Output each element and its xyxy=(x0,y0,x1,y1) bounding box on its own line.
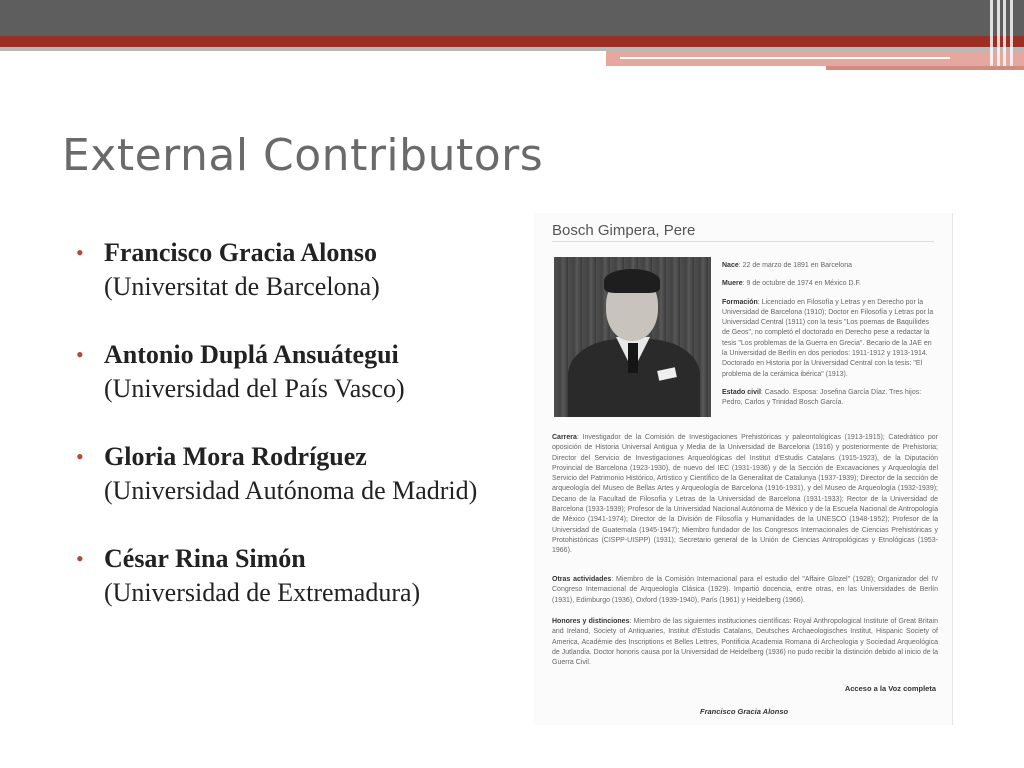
biography-info xyxy=(722,261,936,417)
contributor-name: Francisco Gracia Alonso xyxy=(104,238,377,267)
contributor-name: Gloria Mora Rodríguez xyxy=(104,442,367,471)
contributor-item xyxy=(72,236,522,304)
contributor-affiliation: (Universidad de Extremadura) xyxy=(104,578,421,607)
portrait-photo xyxy=(554,257,711,417)
header-bar-dark xyxy=(0,0,1024,36)
other-activities-paragraph: Otras actividades: Miembro de la Comisión Internacional para el estudio del "Affaire Glozel" (1928); Organizador del IV Congreso Internacional de Arqueología Clásica (1929). Impartió docencia, entre otras, en las Universidades de Berlín (1931), Edimburgo (1936), Oxford (1939-1940), París (1961) y Heidelberg (1966). xyxy=(552,576,938,604)
contributor-affiliation: (Universitat de Barcelona) xyxy=(104,272,380,301)
contributor-item xyxy=(72,542,522,610)
full-entry-link[interactable]: Acceso a la Voz completa xyxy=(844,684,936,693)
contributor-item xyxy=(72,338,522,406)
header-vertical-lines xyxy=(988,0,1018,66)
entry-author: Francisco Gracia Alonso xyxy=(700,707,789,716)
bullet-icon: • xyxy=(76,444,84,469)
contributor-affiliation: (Universidad Autónoma de Madrid) xyxy=(104,476,478,505)
education-entry: Formación: Licenciado en Filosofía y Letras y en Derecho por la Universidad de Barcelona (1910); Doctor en Filosofía y Letras por la Universidad Central (1911) con la tesis "Los poemas de Baquílides de Geos", no completó el doctorado en Derecho pese a redactar la tesis "Los problemas de la Guerra en Grecia". Becario de la JAE en la Universidad de Berlín en dos periodos: 1911-1912 y 1913-1914. Doctorado en Historia por la Universidad Central con la tesis: "El problema de la cerámica ibérica" (1913). xyxy=(722,298,934,378)
document-title: Bosch Gimpera, Pere xyxy=(552,222,696,239)
contributor-item xyxy=(72,440,522,508)
bullet-icon: • xyxy=(76,240,84,265)
contributor-name: César Rina Simón xyxy=(104,544,306,573)
contributor-list xyxy=(72,236,522,644)
career-paragraph: Carrera: Investigador de la Comisión de Investigaciones Prehistóricas y paleontológicas (1913-1915); Catedrático por oposición de Historia Universal Antigua y Media de la Universidad de Barcelona (1916) y posteriormente de Prehistoria; Director del Servicio de Investigaciones Arqueológicas del Institut d'Estudis Catalans (1915-1923), de la Diputación Provincial de Barcelona (1923-1930), de nuevo del IEC (1931-1936) y de la Sección de Excavaciones y Arqueología del Servicio del Patrimonio Histórico, Artístico y Científico de la Generalitat de Catalunya (1937-1939); Director de la sección de arqueología del Museo de Bellas Artes y Arqueología de Barcelona (1916-1931), y del Museo de Arqueología (1932-1939); Decano de la Facultad de Filosofía y Letras de la Universidad de Barcelona (1931-1933); Rector de la Universidad de Barcelona (1933-1939); Profesor de la Universidad Nacional Autónoma de México y de la Escuela Nacional de Antropología de México (1941-1974); Director de la División de Filosofía y Humanidades de la UNESCO (1948-1952); Profesor de la Universidad de Guatemala (1945-1947); Miembro fundador de los Congresos Internacionales de Ciencias Prehistóricas y Protohistóricas (CISPP-UISPP) (1931); Secretario general de la Unión de Ciencias Antropológicas y Etnológicas (1953-1966). xyxy=(552,434,938,555)
death-entry: Muere: 9 de octubre de 1974 en México D.F. xyxy=(722,280,861,288)
birth-entry: Nace: 22 de marzo de 1891 en Barcelona xyxy=(722,262,852,269)
bullet-icon: • xyxy=(76,546,84,571)
marital-entry: Estado civil: Casado. Esposa: Josefina García Díaz. Tres hijos: Pedro, Carlos y Trinidad Bosch García. xyxy=(722,388,922,407)
header-accent-line xyxy=(620,57,950,59)
biography-document xyxy=(534,213,953,725)
divider xyxy=(552,241,934,242)
honors-paragraph: Honores y distinciones: Miembro de las siguientes instituciones científicas: Royal Anthropological Institute of Great Britain and Ireland, Society of Antiquaries, Institut d'Estudis Catalans, Deutsches Archaeologisches Institut, Hispanic Society of America, Académie des Inscriptions et Belles Lettres, Pontificia Academia Romana di Archeologia y Sociedad Arqueológica de Jutlandia. Doctor honoris causa por la Universidad de Heidelberg (1936) no pudo recibir la distinción debido al inicio de la Guerra Civil. xyxy=(552,618,939,667)
header-bar-pink-small xyxy=(826,66,1024,70)
header-bar-red xyxy=(0,36,1024,47)
slide-title: External Contributors xyxy=(62,130,544,181)
bullet-icon: • xyxy=(76,342,84,367)
contributor-affiliation: (Universidad del País Vasco) xyxy=(104,374,405,403)
contributor-name: Antonio Duplá Ansuátegui xyxy=(104,340,399,369)
